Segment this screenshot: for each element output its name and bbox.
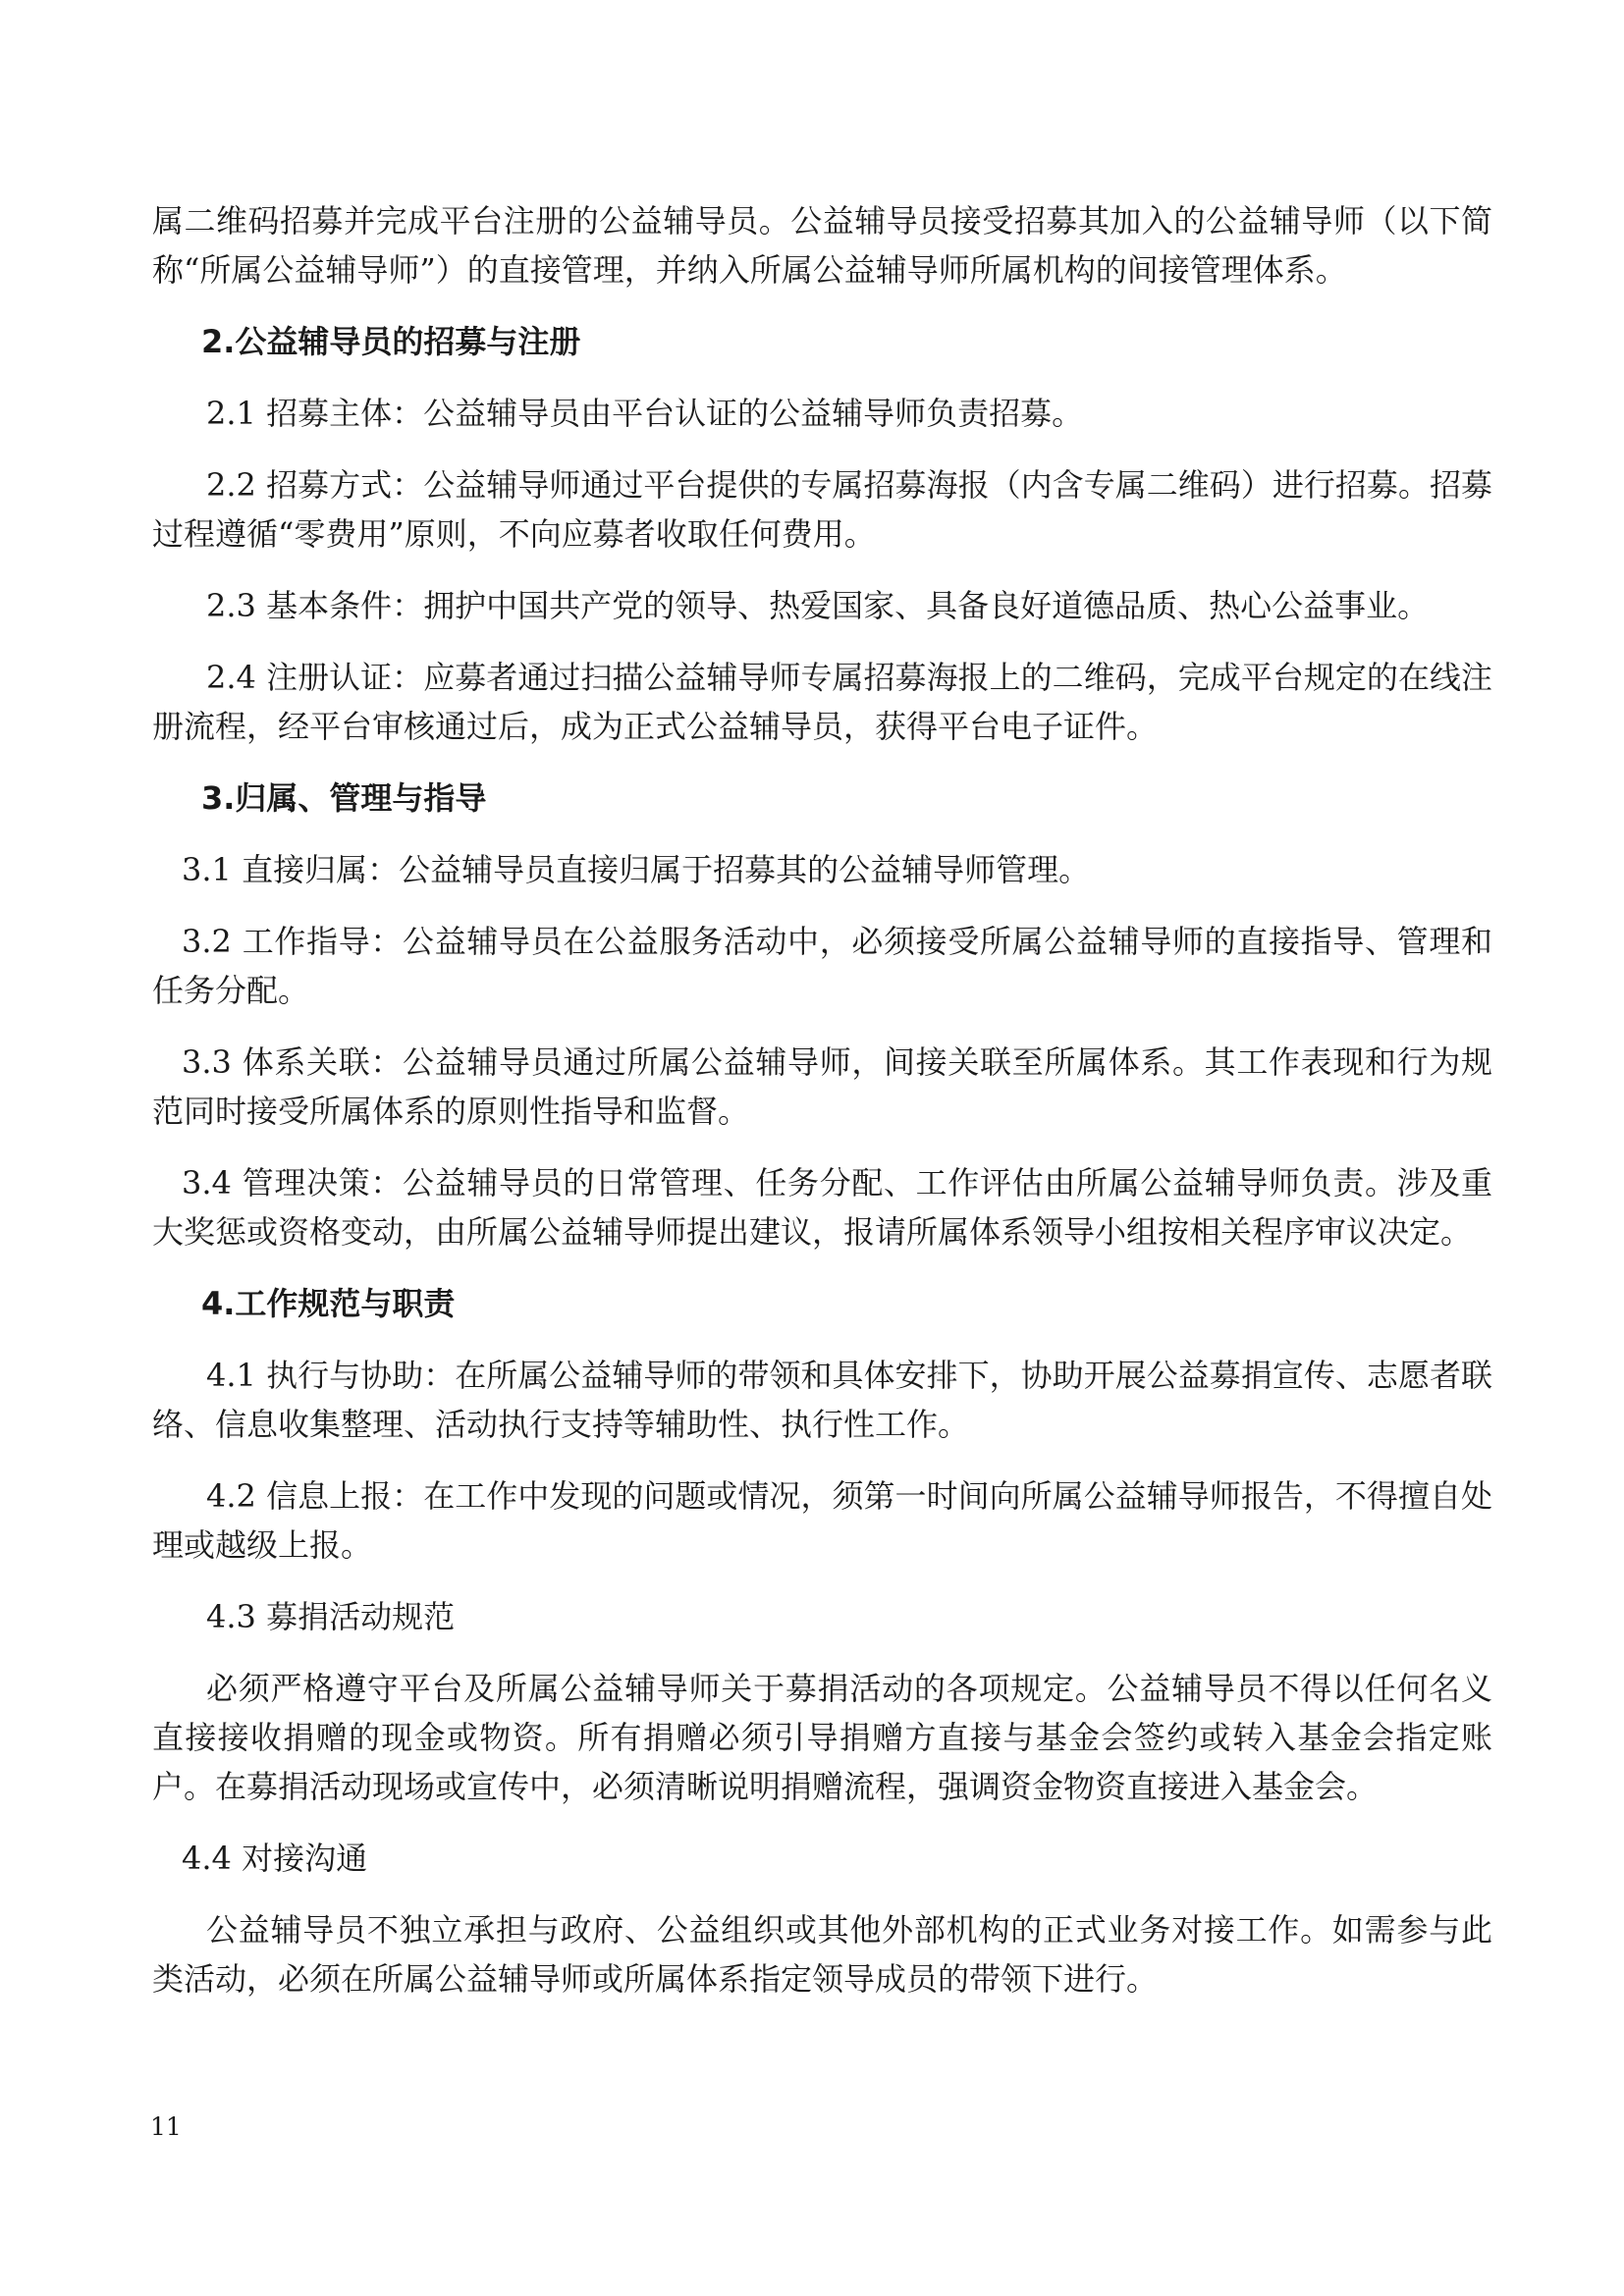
paragraph-4-3-body: 必须严格遵守平台及所属公益辅导师关于募捐活动的各项规定。公益辅导员不得以任何名义直接接收捐赠的现金或物资。所有捐赠必须引导捐赠方直接与基金会签约或转入基金会指定账户。在募捐活动现场或宣传中，必须清晰说明捐赠流程，强调资金物资直接进入基金会。 — [152, 1670, 1492, 1805]
paragraph-3-1: 3.1 直接归属：公益辅导员直接归属于招募其的公益辅导师管理。 — [182, 851, 1091, 888]
paragraph-intro: 属二维码招募并完成平台注册的公益辅导员。公益辅导员接受招募其加入的公益辅导师（以下简称“所属公益辅导师”）的直接管理，并纳入所属公益辅导师所属机构的间接管理体系。 — [152, 202, 1492, 289]
document-page — [152, 196, 1492, 2026]
paragraph-4-3-title: 4.3 募捐活动规范 — [206, 1598, 456, 1635]
section-heading-3: 3.归属、管理与指导 — [201, 779, 487, 817]
paragraph-2-3: 2.3 基本条件：拥护中国共产党的领导、热爱国家、具备良好道德品质、热心公益事业。 — [206, 587, 1430, 624]
paragraph-3-3: 3.3 体系关联：公益辅导员通过所属公益辅导师，间接关联至所属体系。其工作表现和行为规范同时接受所属体系的原则性指导和监督。 — [152, 1043, 1492, 1130]
paragraph-3-2: 3.2 工作指导：公益辅导员在公益服务活动中，必须接受所属公益辅导师的直接指导、管理和任务分配。 — [152, 923, 1492, 1009]
paragraph-2-1: 2.1 招募主体：公益辅导员由平台认证的公益辅导师负责招募。 — [206, 395, 1084, 432]
section-heading-4: 4.工作规范与职责 — [201, 1285, 456, 1322]
section-heading-2: 2.公益辅导员的招募与注册 — [201, 323, 581, 360]
paragraph-2-4: 2.4 注册认证：应募者通过扫描公益辅导师专属招募海报上的二维码，完成平台规定的在线注册流程，经平台审核通过后，成为正式公益辅导员，获得平台电子证件。 — [152, 659, 1492, 745]
paragraph-3-4: 3.4 管理决策：公益辅导员的日常管理、任务分配、工作评估由所属公益辅导师负责。涉及重大奖惩或资格变动，由所属公益辅导师提出建议，报请所属体系领导小组按相关程序审议决定。 — [152, 1164, 1492, 1251]
paragraph-4-4-title: 4.4 对接沟通 — [182, 1840, 368, 1877]
paragraph-4-1: 4.1 执行与协助：在所属公益辅导师的带领和具体安排下，协助开展公益募捐宣传、志愿者联络、信息收集整理、活动执行支持等辅助性、执行性工作。 — [152, 1357, 1492, 1443]
paragraph-4-4-body: 公益辅导员不独立承担与政府、公益组织或其他外部机构的正式业务对接工作。如需参与此类活动，必须在所属公益辅导师或所属体系指定领导成员的带领下进行。 — [152, 1911, 1492, 1998]
page-number: 11 — [150, 2112, 182, 2141]
paragraph-2-2: 2.2 招募方式：公益辅导师通过平台提供的专属招募海报（内含专属二维码）进行招募。招募过程遵循“零费用”原则，不向应募者收取任何费用。 — [152, 466, 1492, 553]
paragraph-4-2: 4.2 信息上报：在工作中发现的问题或情况，须第一时间向所属公益辅导师报告，不得擅自处理或越级上报。 — [152, 1477, 1492, 1564]
